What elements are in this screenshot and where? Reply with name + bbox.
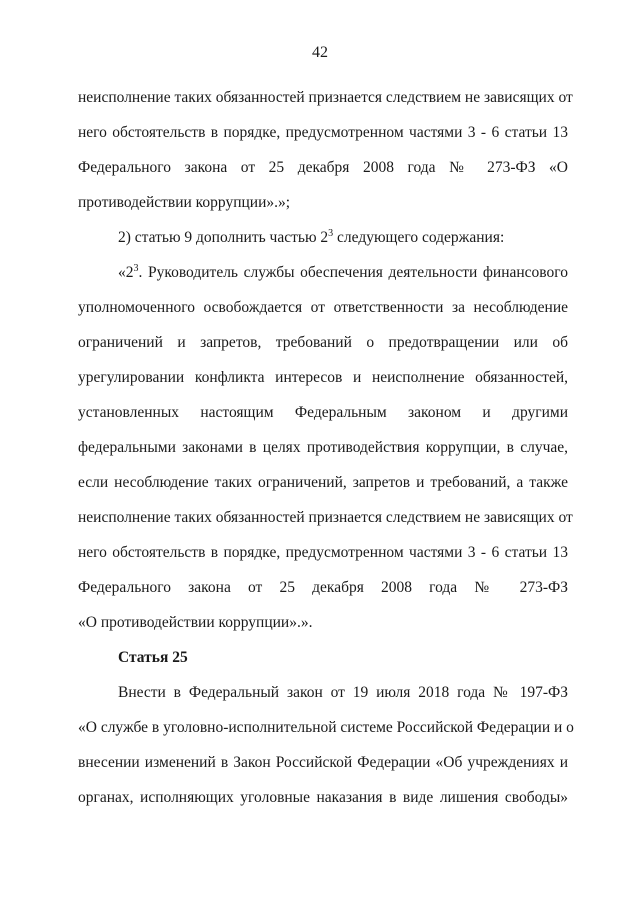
text-span: «2 xyxy=(118,264,134,281)
text-line: него обстоятельств в порядке, предусмотренном частями 3 - 6 статьи 13 xyxy=(78,544,568,561)
text-line: федеральными законами в целях противодействия коррупции, в случае, xyxy=(78,439,568,456)
text-line: внесении изменений в Закон Российской Федерации «Об учреждениях и xyxy=(78,754,568,771)
text-line: если несоблюдение таких ограничений, запретов и требований, а также xyxy=(78,474,568,491)
text-line: неисполнение таких обязанностей признается следствием не зависящих от xyxy=(78,509,573,526)
text-line: уполномоченного освобождается от ответственности за несоблюдение xyxy=(78,299,568,316)
text-span: . Руководитель службы обеспечения деятельности финансового xyxy=(138,264,568,281)
superscript: 3 xyxy=(133,262,139,274)
text-line: Федерального закона от 25 декабря 2008 года № 273-ФЗ «О xyxy=(78,159,568,176)
text-line: Внести в Федеральный закон от 19 июля 2018 года № 197-ФЗ xyxy=(118,684,568,701)
text-span: 2) статью 9 дополнить частью 2 xyxy=(118,229,329,246)
amendment-item-line xyxy=(118,228,568,248)
superscript: 3 xyxy=(328,227,334,239)
text-line: установленных настоящим Федеральным законом и другими xyxy=(78,404,568,421)
text-line: урегулировании конфликта интересов и неисполнение обязанностей, xyxy=(78,369,568,386)
text-span: следующего содержания: xyxy=(333,229,505,246)
text-line: противодействии коррупции».»; xyxy=(78,194,291,211)
page-number: 42 xyxy=(312,44,328,61)
article-heading: Статья 25 xyxy=(118,649,188,666)
text-line: «О службе в уголовно-исполнительной системе Российской Федерации и о xyxy=(78,719,574,736)
text-line: Федерального закона от 25 декабря 2008 года № 273-ФЗ xyxy=(78,579,568,596)
text-line: «О противодействии коррупции».». xyxy=(78,614,313,631)
quoted-part-line xyxy=(118,263,568,283)
text-line: неисполнение таких обязанностей признается следствием не зависящих от xyxy=(78,89,573,106)
text-line: органах, исполняющих уголовные наказания в виде лишения свободы» xyxy=(78,789,568,806)
text-line: ограничений и запретов, требований о предотвращении или об xyxy=(78,334,568,351)
text-line: него обстоятельств в порядке, предусмотренном частями 3 - 6 статьи 13 xyxy=(78,124,568,141)
